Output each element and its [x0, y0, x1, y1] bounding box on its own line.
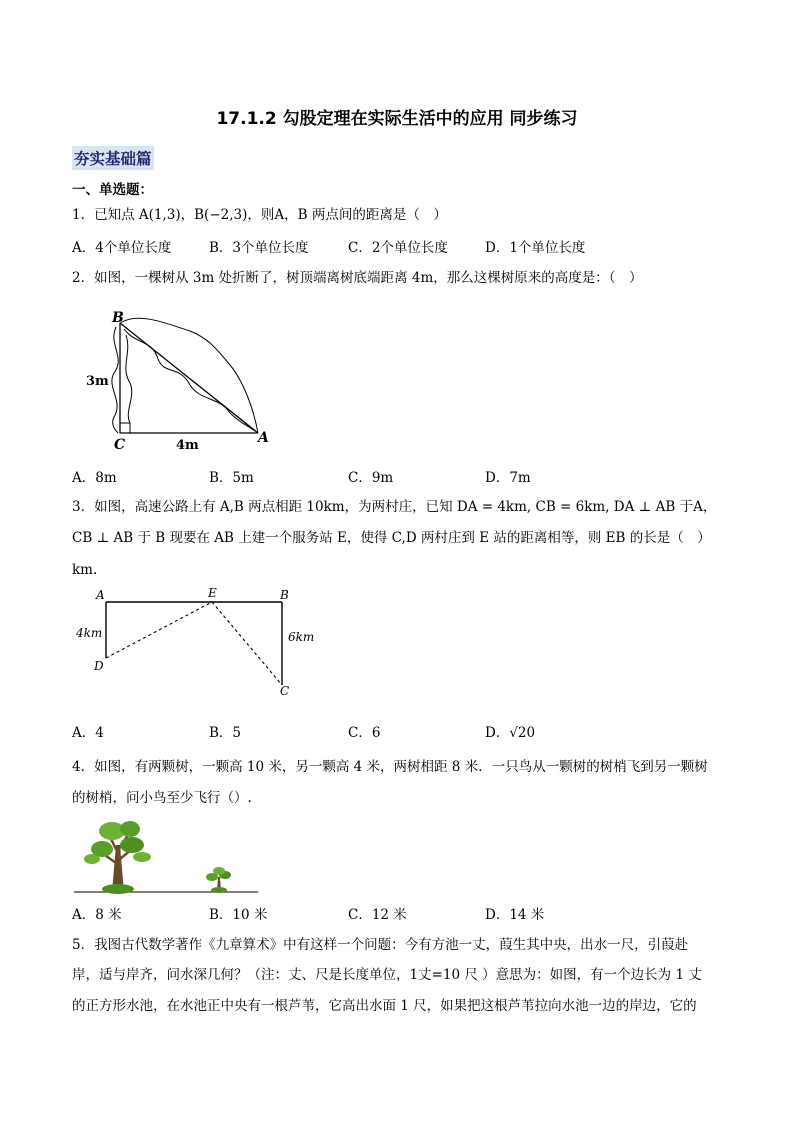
broken-tree-figure	[80, 305, 280, 455]
question-4-stem-line-1: 4．如图，有两颗树，一颗高 10 米，另一颗高 4 米，两树相距 8 米．一只鸟从一颗树的树梢飞到另一颗树	[72, 759, 708, 775]
label-3m: 3m	[86, 374, 109, 389]
hypotenuse	[120, 323, 258, 433]
label-d: D	[94, 659, 104, 673]
page-title: 17.1.2 勾股定理在实际生活中的应用 同步练习	[216, 109, 578, 129]
segment-de	[106, 602, 212, 658]
question-5-line-2: 岸，适与岸齐，问水深几何？（注：丈、尺是长度单位，1丈=10 尺 ）意思为：如图，有一个边长为 1 丈	[72, 967, 702, 983]
q1-option-d: D．1个单位长度	[485, 240, 586, 256]
q3-option-d: D．√20	[485, 725, 536, 741]
label-e: E	[208, 586, 217, 600]
question-3-stem-line-1: 3．如图，高速公路上有 A,B 两点相距 10km，为两村庄，已知 DA = 4km, CB = 6km, DA ⊥ AB 于A，	[72, 499, 717, 515]
label-c: C	[280, 684, 290, 698]
question-1-stem: 1．已知点 A(1,3)，B(−2,3)，则A，B 两点间的距离是（ ）	[72, 207, 447, 223]
question-5-line-3: 的正方形水池，在水池正中央有一根芦苇，它高出水面 1 尺，如果把这根芦苇拉向水池一边的岸边，它的	[72, 998, 697, 1014]
q2-option-b: B．5m	[209, 470, 254, 486]
q4-option-b: B．10 米	[209, 907, 268, 923]
q4-option-c: C．12 米	[348, 907, 407, 923]
two-trees-figure	[72, 815, 262, 895]
question-5-line-1: 5．我图古代数学著作《九章算术》中有这样一个问题：今有方池一丈，葭生其中央，出水一尺，引葭赴	[72, 937, 689, 953]
section-heading: 夯实基础篇	[72, 146, 154, 170]
label-b: B	[280, 588, 289, 602]
label-b: B	[112, 310, 124, 326]
q3-option-a: A．4	[72, 725, 104, 741]
q4-option-d: D．14 米	[485, 907, 545, 923]
q2-option-c: C．9m	[348, 470, 394, 486]
trunk-outline-inner	[126, 335, 132, 423]
q4-option-a: A．8 米	[72, 907, 122, 923]
q2-option-d: D．7m	[485, 470, 531, 486]
q3-option-b: B．5	[209, 725, 242, 741]
label-a: A	[96, 588, 105, 602]
label-a: A	[258, 430, 269, 446]
question-3-stem-line-3: km.	[72, 562, 98, 578]
q3-option-c: C．6	[348, 725, 381, 741]
q1-option-b: B．3个单位长度	[209, 240, 309, 256]
question-2-stem: 2．如图，一棵树从 3m 处折断了，树顶端离树底端距离 4m，那么这棵树原来的高度是：（ ）	[72, 270, 643, 286]
question-3-stem-line-2: CB ⊥ AB 于 B 现要在 AB 上建一个服务站 E，使得 C,D 两村庄到 E 站的距离相等，则 EB 的长是（ ）	[72, 530, 711, 546]
label-c: C	[114, 437, 126, 453]
tall-tree-icon	[84, 821, 151, 894]
trunk-outline	[112, 327, 118, 433]
segment-ec	[212, 602, 282, 685]
highway-figure	[72, 585, 322, 700]
label-4km: 4km	[76, 626, 103, 640]
q2-option-a: A．8m	[72, 470, 117, 486]
label-6km: 6km	[288, 630, 315, 644]
part-heading: 一、单选题：	[72, 182, 153, 198]
q1-option-c: C．2个单位长度	[348, 240, 448, 256]
short-tree-icon	[206, 867, 231, 893]
q1-option-a: A．4个单位长度	[72, 240, 172, 256]
question-4-stem-line-2: 的树梢，问小鸟至少飞行（）.	[72, 790, 252, 806]
right-angle-mark	[120, 423, 130, 433]
label-4m: 4m	[176, 438, 199, 453]
